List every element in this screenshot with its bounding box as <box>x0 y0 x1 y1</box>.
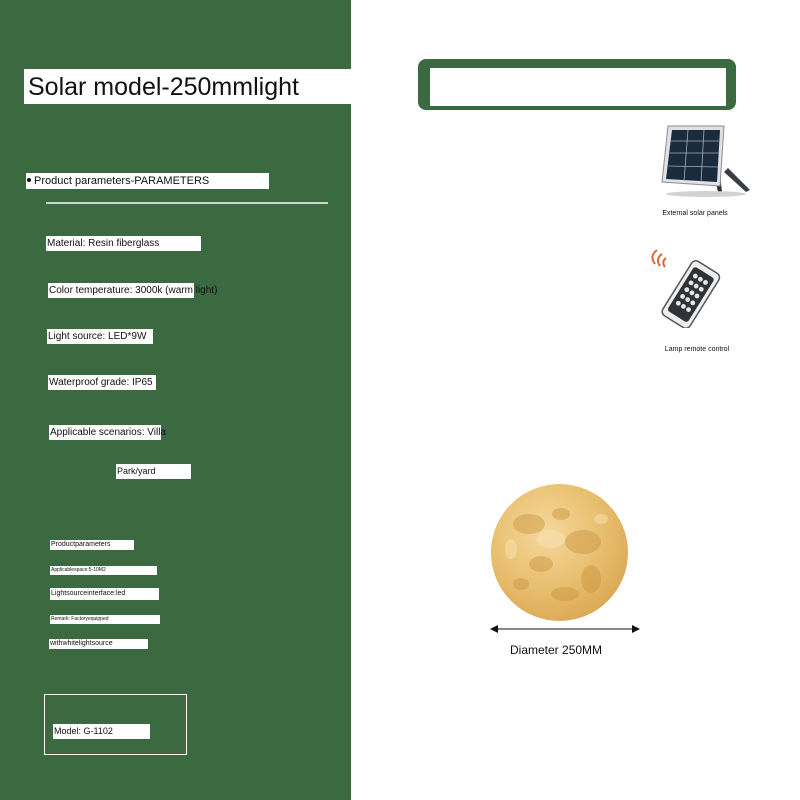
model-label: Model: G-1102 <box>53 724 150 739</box>
bullet-icon <box>27 178 31 182</box>
solar-panel-icon <box>658 124 754 200</box>
diameter-label: Diameter 250MM <box>510 643 603 657</box>
remote-control-caption: Lamp remote control <box>664 346 730 353</box>
param-color-temperature: Color temperature: 3000k (warm light) <box>49 285 218 296</box>
solar-panel-caption: External solar panels <box>662 210 728 217</box>
small-param-space: Applicablespace:5-10M2 <box>50 566 157 575</box>
param-scenarios-extra: Park/yard <box>116 464 191 479</box>
small-param-heading: Productparameters <box>50 540 134 550</box>
header-banner-inner <box>430 68 726 106</box>
small-param-remark: Remark: Factoryequipped <box>50 615 160 624</box>
parameters-heading <box>26 173 269 189</box>
divider <box>46 202 328 204</box>
small-param-interface: Lightsourceinterface:led <box>50 588 159 600</box>
remote-control-icon <box>645 246 730 328</box>
moon-craters <box>491 484 628 621</box>
page-title: Solar model-250mmlight <box>28 73 299 101</box>
param-waterproof: Waterproof grade: IP65 <box>48 375 156 390</box>
right-panel <box>351 0 800 800</box>
small-param-remark-cont: withwhitelightsource <box>49 639 148 649</box>
left-panel <box>0 0 351 800</box>
param-scenarios: Applicable scenarios: Villa <box>50 427 166 438</box>
param-material: Material: Resin fiberglass <box>46 236 201 251</box>
diameter-arrow <box>488 622 642 636</box>
param-light-source: Light source: LED*9W <box>47 329 153 344</box>
parameters-heading-text: Product parameters-PARAMETERS <box>34 175 210 187</box>
